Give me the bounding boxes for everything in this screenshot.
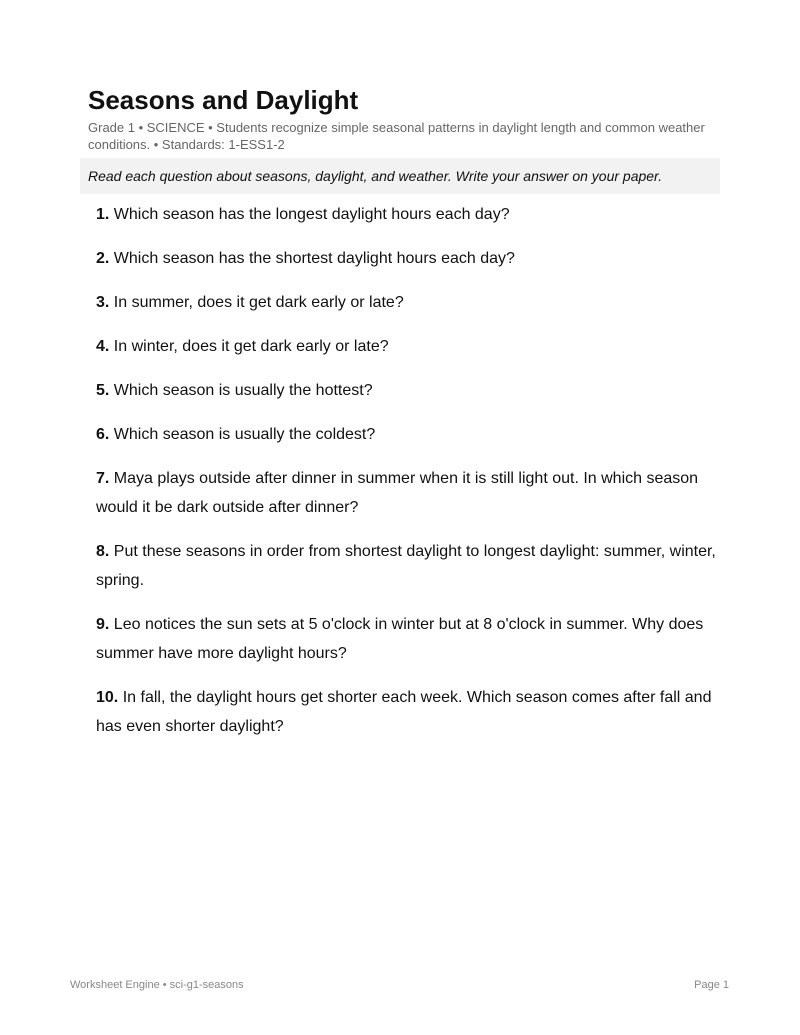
- question-number: 1.: [96, 206, 110, 223]
- question-item: [96, 244, 720, 273]
- question-number: 5.: [96, 382, 110, 399]
- question-number: 2.: [96, 250, 110, 267]
- question-item: [96, 332, 720, 361]
- question-number: 10.: [96, 689, 119, 706]
- question-list: [96, 200, 720, 756]
- question-text: In summer, does it get dark early or late?: [113, 294, 404, 311]
- question-item: [96, 376, 720, 405]
- question-number: 8.: [96, 543, 110, 560]
- question-item: [96, 610, 720, 668]
- question-number: 4.: [96, 338, 110, 355]
- question-text: Which season is usually the hottest?: [113, 382, 373, 399]
- question-text: Leo notices the sun sets at 5 o'clock in winter but at 8 o'clock in summer. Why does summer have more daylight hours?: [96, 616, 704, 662]
- question-text: In fall, the daylight hours get shorter each week. Which season comes after fall and has even shorter daylight?: [96, 689, 712, 735]
- question-number: 3.: [96, 294, 110, 311]
- question-item: [96, 683, 720, 741]
- question-number: 7.: [96, 470, 110, 487]
- footer-source: Worksheet Engine • sci-g1-seasons: [70, 979, 244, 991]
- footer-page-number: Page 1: [694, 979, 729, 991]
- question-item: [96, 537, 720, 595]
- question-text: Which season has the shortest daylight hours each day?: [113, 250, 515, 267]
- question-text: Which season has the longest daylight hours each day?: [113, 206, 510, 223]
- question-item: [96, 200, 720, 229]
- question-item: [96, 464, 720, 522]
- question-item: [96, 420, 720, 449]
- question-number: 6.: [96, 426, 110, 443]
- question-item: [96, 288, 720, 317]
- question-text: Which season is usually the coldest?: [113, 426, 376, 443]
- question-text: Put these seasons in order from shortest daylight to longest daylight: summer, winter, spring.: [96, 543, 716, 589]
- instructions-box: Read each question about seasons, daylight, and weather. Write your answer on your paper.: [80, 158, 720, 194]
- question-text: Maya plays outside after dinner in summer when it is still light out. In which season would it be dark outside after dinner?: [96, 470, 699, 516]
- worksheet-subtitle: Grade 1 • SCIENCE • Students recognize simple seasonal patterns in daylight length and common weather conditions. • Standards: 1-ESS1-2: [88, 120, 705, 152]
- question-number: 9.: [96, 616, 110, 633]
- page-title: Seasons and Daylight: [88, 85, 359, 115]
- question-text: In winter, does it get dark early or late?: [113, 338, 389, 355]
